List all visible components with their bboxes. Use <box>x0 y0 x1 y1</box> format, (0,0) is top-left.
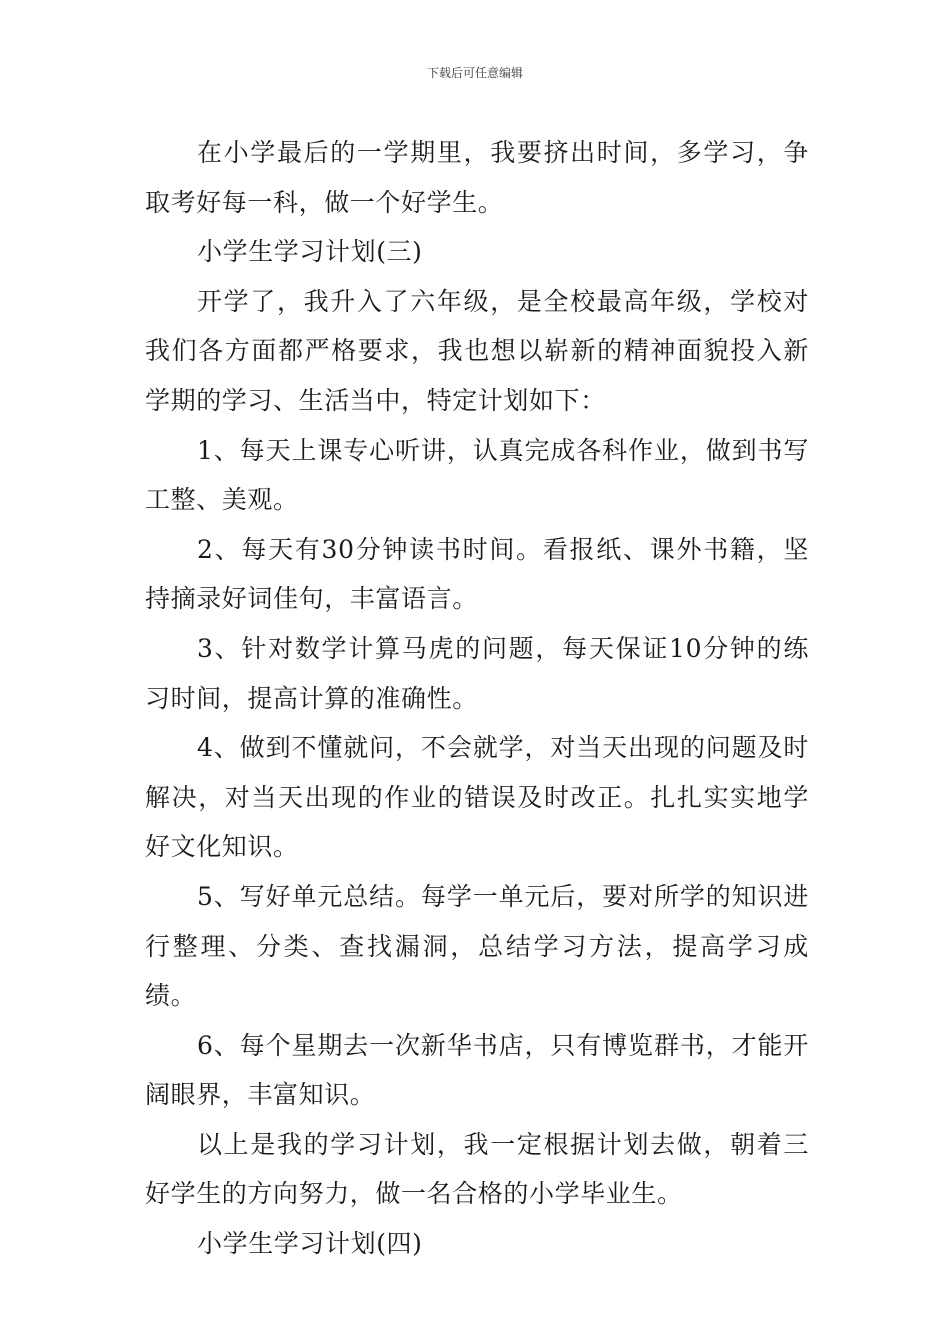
section-heading-four: 小学生学习计划(四) <box>197 1229 423 1259</box>
section-heading-three: 小学生学习计划(三) <box>197 237 423 267</box>
plan-item-4: 4、做到不懂就问，不会就学，对当天出现的问题及时解决，对当天出现的作业的错误及时改正。扎扎实实地学好文化知识。 <box>145 733 809 862</box>
plan-item-2: 2、每天有30分钟读书时间。看报纸、课外书籍，坚持摘录好词佳句，丰富语言。 <box>145 534 809 614</box>
plan-item-6: 6、每个星期去一次新华书店，只有博览群书，才能开阔眼界，丰富知识。 <box>145 1030 809 1110</box>
page-header: 下载后可任意编辑 <box>426 66 523 80</box>
plan-item-1: 1、每天上课专心听讲，认真完成各科作业，做到书写工整、美观。 <box>145 435 809 515</box>
paragraph-intro: 开学了，我升入了六年级，是全校最高年级，学校对我们各方面都严格要求，我也想以崭新的精神面貌投入新学期的学习、生活当中，特定计划如下： <box>145 286 809 415</box>
document-body <box>145 128 809 1269</box>
paragraph-conclusion: 以上是我的学习计划，我一定根据计划去做，朝着三好学生的方向努力，做一名合格的小学毕业生。 <box>145 1129 809 1209</box>
plan-item-5: 5、写好单元总结。每学一单元后，要对所学的知识进行整理、分类、查找漏洞，总结学习方法，提高学习成绩。 <box>145 881 809 1011</box>
paragraph-closing-previous: 在小学最后的一学期里，我要挤出时间，多学习，争取考好每一科，做一个好学生。 <box>145 138 809 217</box>
plan-item-3: 3、针对数学计算马虎的问题，每天保证10分钟的练习时间，提高计算的准确性。 <box>145 633 809 713</box>
